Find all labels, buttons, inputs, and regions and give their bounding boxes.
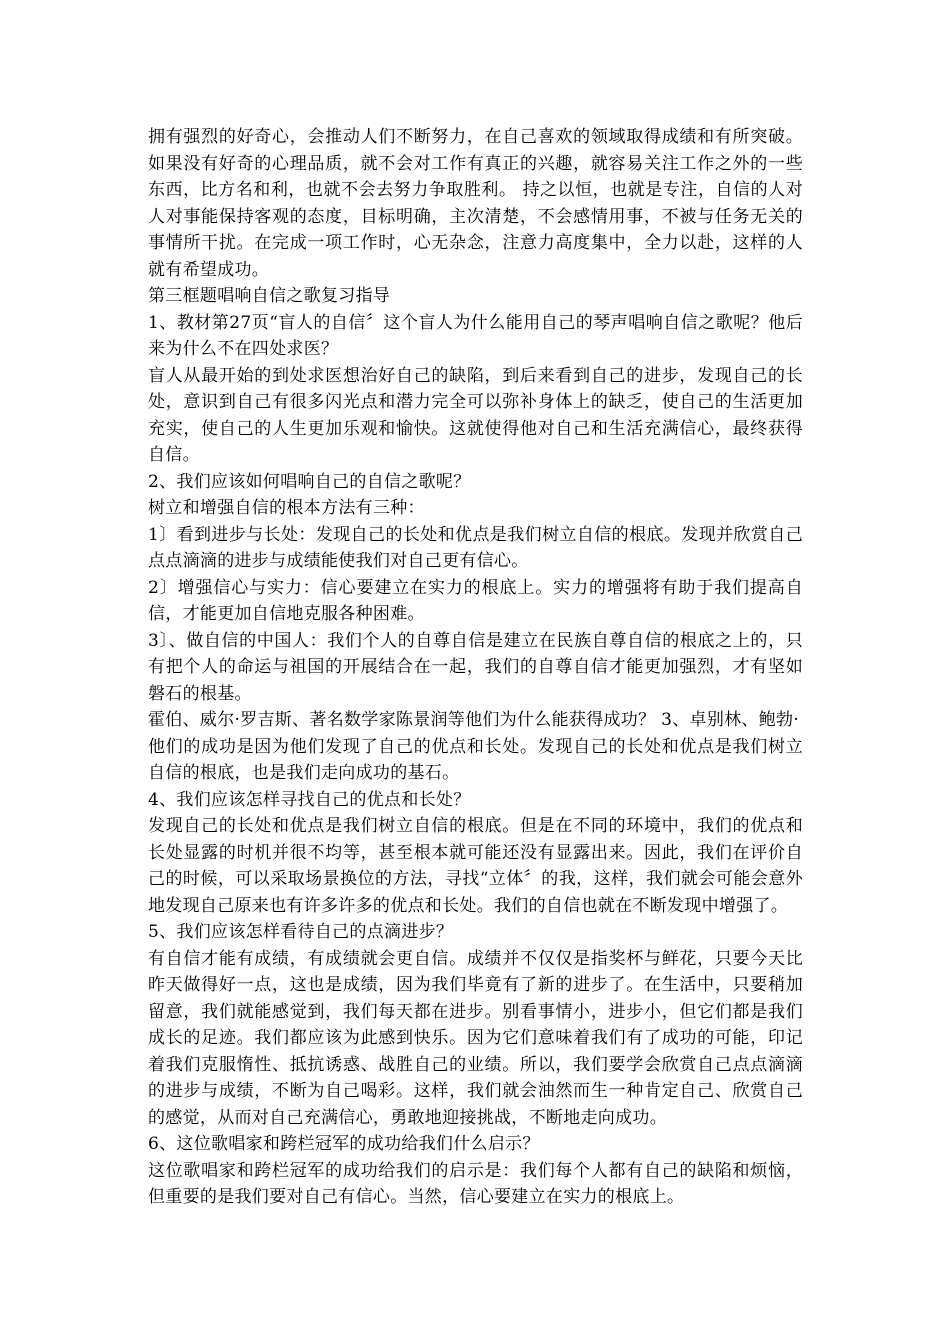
- question-6: 6、这位歌唱家和跨栏冠军的成功给我们什么启示？: [148, 1134, 540, 1154]
- answer-2-intro: 树立和增强自信的根本方法有三种：: [148, 498, 425, 518]
- question-5: 5、我们应该怎样看待自己的点滴进步？: [148, 922, 454, 942]
- paragraph-curiosity: 拥有强烈的好奇心，会推动人们不断努力，在自己喜欢的领域取得成绩和有所突破。如果没有好奇的心理品质，就不会对工作有真正的兴趣，就容易关注工作之外的一些东西，比方名和利，也就不会去努力争取胜利。 持之以恒，也就是专注，自信的人对人对事能保持客观的态度，目标明确，主次清楚，不会感情用事，不被与任务无关的事情所干扰。在完成一项工作时，心无杂念，注意力高度集中，全力以赴，这样的人就有希望成功。: [148, 127, 803, 280]
- question-2: 2、我们应该如何唱响自己的自信之歌呢？: [148, 471, 471, 492]
- answer-2-point-1: 1〕看到进步与长处：发现自己的长处和优点是我们树立自信的根底。发现并欣赏自己点点滴滴的进步与成绩能使我们对自己更有信心。: [148, 524, 803, 571]
- section-heading: 第三框题唱响自信之歌复习指导: [148, 286, 391, 306]
- answer-2-point-3: 3〕、做自信的中国人：我们个人的自尊自信是建立在民族自尊自信的根底之上的，只有把个人的命运与祖国的开展结合在一起，我们的自尊自信才能更加强烈，才有坚如磐石的根基。: [148, 630, 803, 704]
- answer-1: 盲人从最开始的到处求医想治好自己的缺陷，到后来看到自己的进步，发现自己的长处，意识到自己有很多闪光点和潜力完全可以弥补身体上的缺乏，使自己的生活更加充实，使自己的人生更加乐观和愉快。这就使得他对自己和生活充满信心，最终获得自信。: [148, 365, 803, 465]
- question-4: 4、我们应该怎样寻找自己的优点和长处？: [148, 789, 471, 810]
- answer-5: 有自信才能有成绩，有成绩就会更自信。成绩并不仅仅是指奖杯与鲜花，只要今天比昨天做得好一点，这也是成绩，因为我们毕竟有了新的进步了。在生活中，只要稍加留意，我们就能感觉到，我们每天都在进步。别看事情小，进步小，但它们都是我们成长的足迹。我们都应该为此感到快乐。因为它们意味着我们有了成功的可能，印记着我们克服惰性、抵抗诱惑、战胜自己的业绩。所以，我们要学会欣赏自己点点滴滴的进步与成绩，不断为自己喝彩。这样，我们就会油然而生一种肯定自己、欣赏自己的感觉，从而对自己充满信心，勇敢地迎接挑战，不断地走向成功。: [148, 948, 803, 1128]
- answer-6: 这位歌唱家和跨栏冠军的成功给我们的启示是：我们每个人都有自己的缺陷和烦恼，但重要的是我们要对自己有信心。当然，信心要建立在实力的根底上。: [148, 1160, 803, 1207]
- document-body: [148, 124, 803, 1211]
- question-1: 1、教材第27页“盲人的自信〞这个盲人为什么能用自己的琴声唱响自信之歌呢？他后来为什么不在四处求医？: [148, 312, 803, 359]
- answer-4: 发现自己的长处和优点是我们树立自信的根底。但是在不同的环境中，我们的优点和长处显露的时机并很不均等，甚至根本就可能还没有显露出来。因此，我们在评价自己的时候，可以采取场景换位的方法，寻找“立体〞的我，这样，我们就会可能会意外地发现自己原来也有许多许多的优点和长处。我们的自信也就在不断发现中增强了。: [148, 816, 803, 916]
- answer-2-point-2: 2〕增强信心与实力：信心要建立在实力的根底上。实力的增强将有助于我们提高自信，才能更加自信地克服各种困难。: [148, 577, 803, 624]
- question-3: 霍伯、威尔·罗吉斯、著名数学家陈景润等他们为什么能获得成功？ 3、卓别林、鲍勃·: [148, 710, 800, 730]
- answer-3: 他们的成功是因为他们发现了自己的优点和长处。发现自己的长处和优点是我们树立自信的根底，也是我们走向成功的基石。: [148, 736, 803, 783]
